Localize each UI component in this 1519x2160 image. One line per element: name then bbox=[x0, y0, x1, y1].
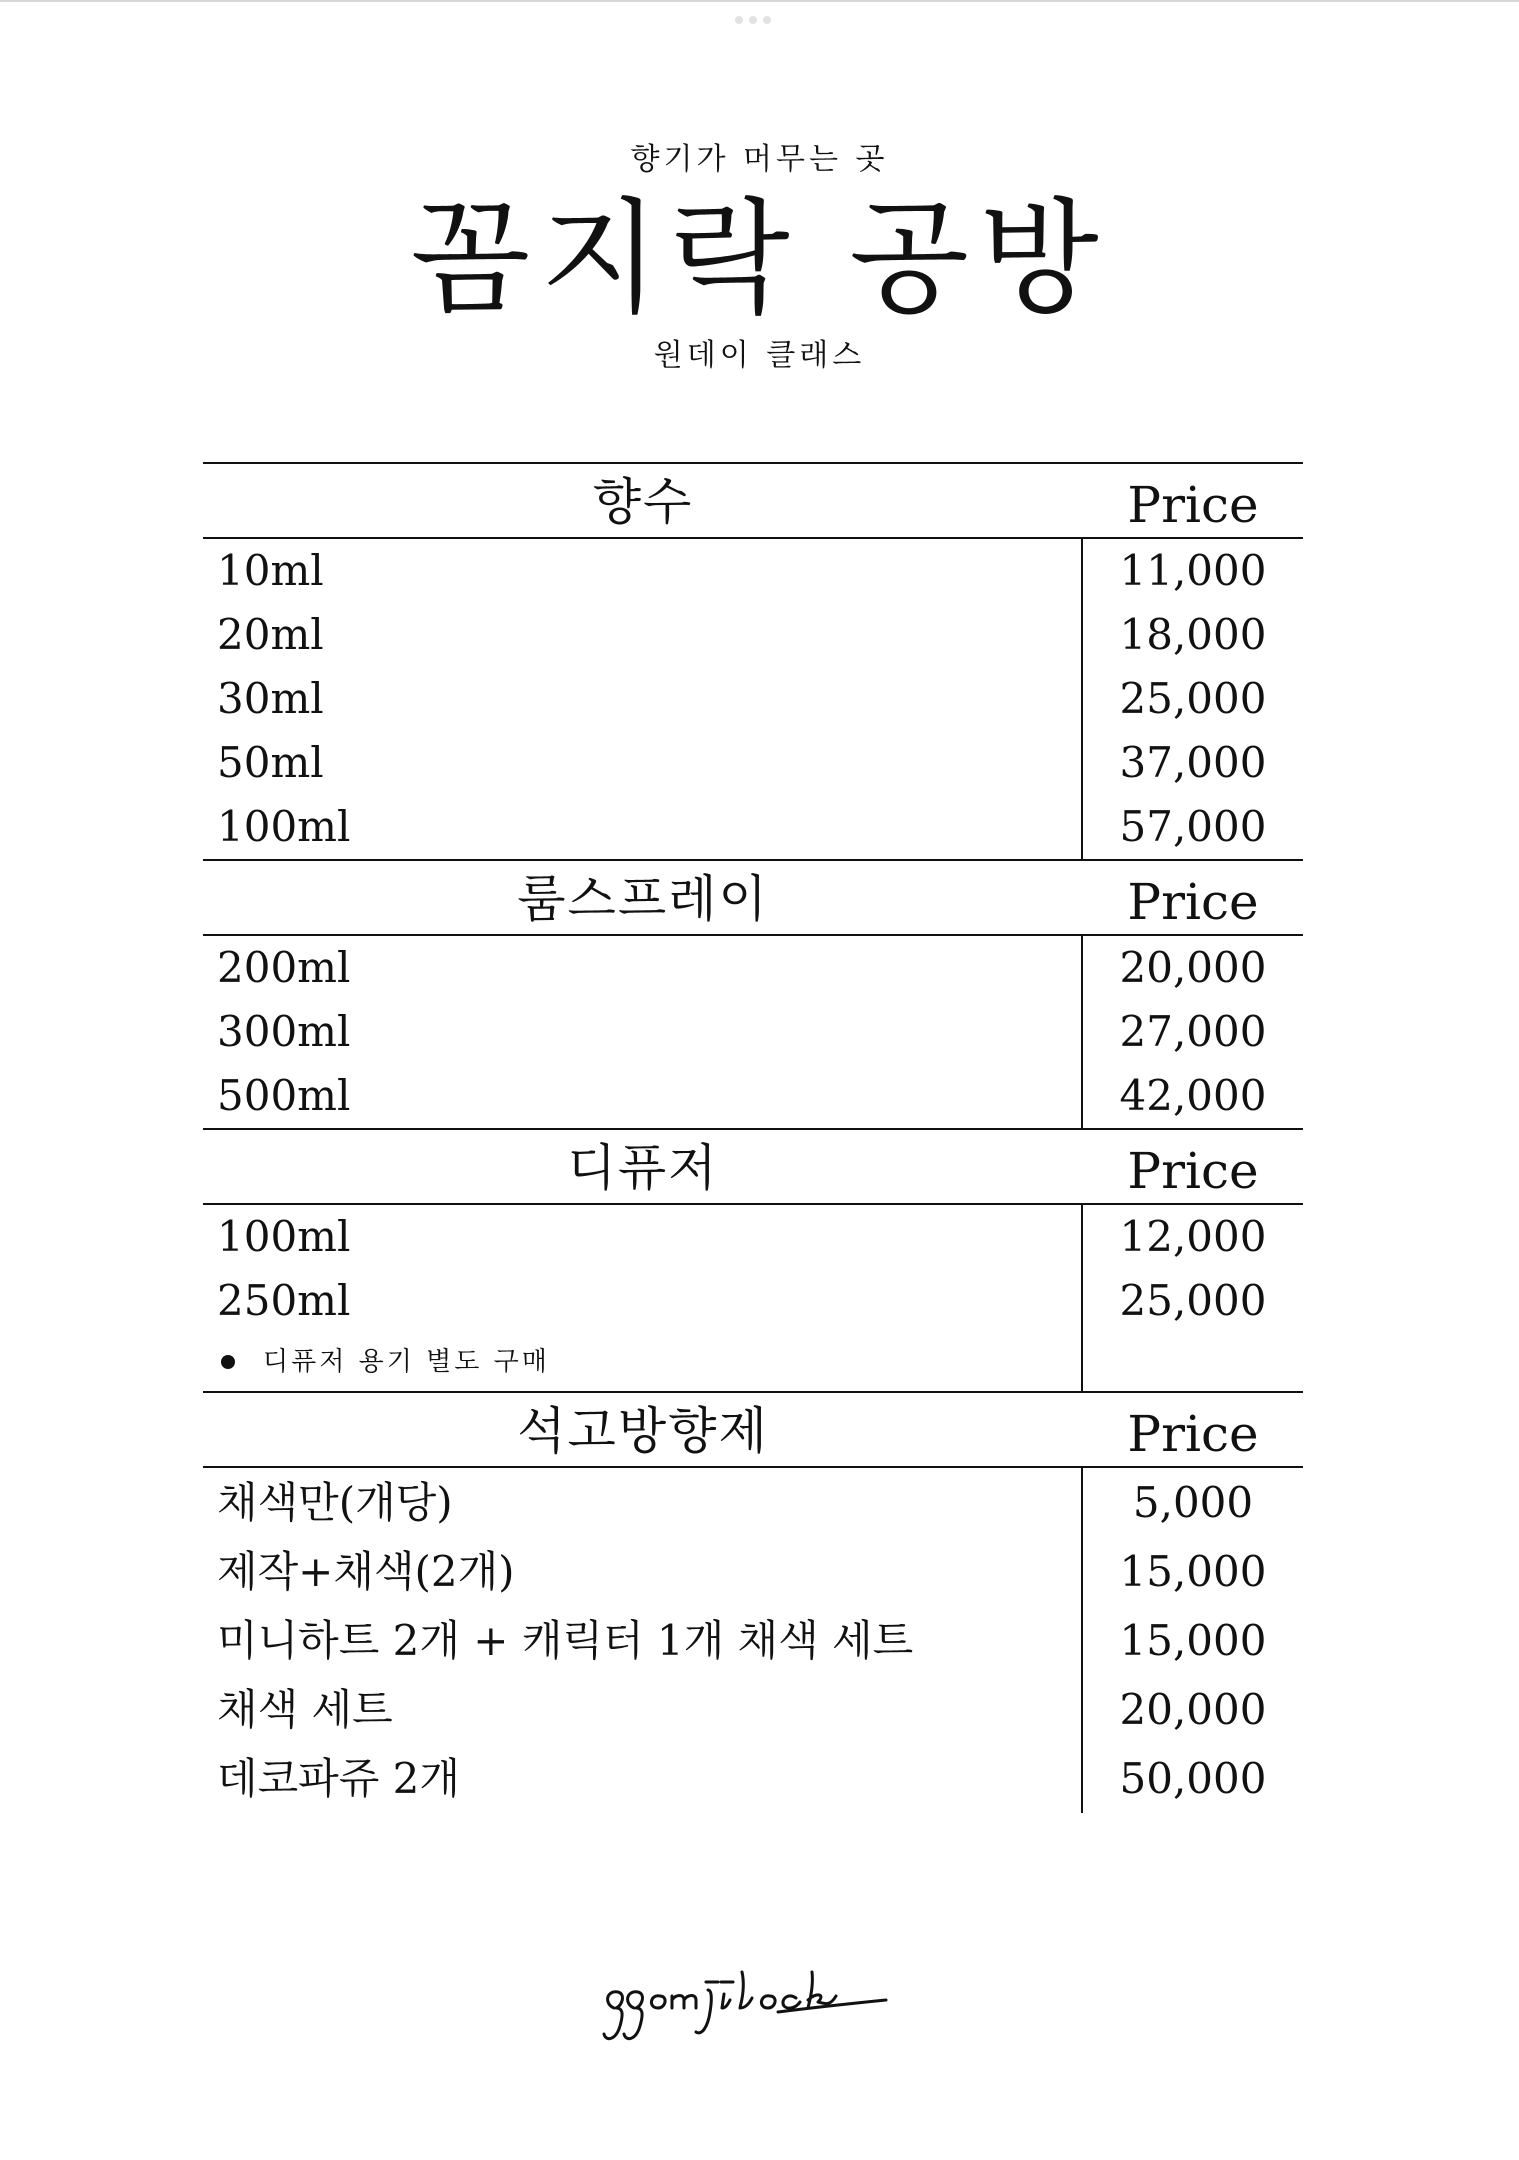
item-price: 12,000 bbox=[1119, 1212, 1267, 1261]
section-body-plaster bbox=[203, 1468, 1303, 1813]
item-price: 20,000 bbox=[1119, 943, 1267, 992]
signature-logo bbox=[600, 1960, 920, 2050]
item-price: 18,000 bbox=[1119, 610, 1267, 659]
item-name: 500ml bbox=[217, 1071, 351, 1120]
price-column-label: Price bbox=[1127, 873, 1259, 931]
item-name: 데코파쥬 2개 bbox=[217, 1754, 460, 1803]
item-name: 20ml bbox=[217, 610, 324, 659]
item-price: 50,000 bbox=[1119, 1754, 1267, 1803]
diffuser-note bbox=[203, 1333, 1081, 1391]
bullet-icon bbox=[221, 1355, 235, 1369]
section-title: 디퓨저 bbox=[567, 1139, 719, 1197]
item-price: 20,000 bbox=[1119, 1685, 1267, 1734]
section-body-diffuser bbox=[203, 1205, 1303, 1391]
price-column-label: Price bbox=[1127, 1405, 1259, 1463]
item-price: 15,000 bbox=[1119, 1616, 1267, 1665]
subtitle: 향기가 머무는 곳 bbox=[630, 142, 889, 177]
item-name: 100ml bbox=[217, 802, 351, 851]
item-price: 37,000 bbox=[1119, 738, 1267, 787]
item-name: 10ml bbox=[217, 546, 324, 595]
drag-handle-icon[interactable] bbox=[735, 16, 775, 24]
item-name: 채색 세트 bbox=[217, 1685, 393, 1734]
section-header-perfume bbox=[203, 462, 1303, 539]
item-price: 25,000 bbox=[1119, 674, 1267, 723]
note-text: 디퓨저 용기 별도 구매 bbox=[263, 1347, 550, 1377]
item-name: 300ml bbox=[217, 1007, 351, 1056]
item-name: 200ml bbox=[217, 943, 351, 992]
item-price: 27,000 bbox=[1119, 1007, 1267, 1056]
price-column-label: Price bbox=[1127, 476, 1259, 534]
top-border bbox=[0, 0, 1519, 2]
page-title: 꼼지락 공방 bbox=[410, 187, 1109, 331]
section-header-diffuser bbox=[203, 1128, 1303, 1205]
section-title: 석고방향제 bbox=[517, 1402, 769, 1460]
item-name: 30ml bbox=[217, 674, 324, 723]
price-column-label: Price bbox=[1127, 1142, 1259, 1200]
caption: 원데이 클래스 bbox=[653, 338, 866, 373]
section-header-plaster bbox=[203, 1391, 1303, 1468]
item-price: 5,000 bbox=[1132, 1478, 1254, 1527]
item-price: 57,000 bbox=[1119, 802, 1267, 851]
item-name: 채색만(개당) bbox=[217, 1478, 453, 1527]
item-name: 미니하트 2개 + 캐릭터 1개 채색 세트 bbox=[217, 1616, 914, 1665]
item-price: 25,000 bbox=[1119, 1276, 1267, 1325]
section-title: 향수 bbox=[592, 473, 694, 531]
item-price: 11,000 bbox=[1119, 546, 1267, 595]
section-title: 룸스프레이 bbox=[517, 870, 769, 928]
item-name: 50ml bbox=[217, 738, 324, 787]
item-price: 15,000 bbox=[1119, 1547, 1267, 1596]
item-price: 42,000 bbox=[1119, 1071, 1267, 1120]
section-body-perfume bbox=[203, 539, 1303, 859]
item-name: 제작+채색(2개) bbox=[217, 1547, 515, 1596]
section-header-room-spray bbox=[203, 859, 1303, 936]
menu-header bbox=[0, 138, 1519, 378]
item-name: 100ml bbox=[217, 1212, 351, 1261]
price-table bbox=[203, 462, 1303, 1813]
item-name: 250ml bbox=[217, 1276, 351, 1325]
section-body-room-spray bbox=[203, 936, 1303, 1128]
